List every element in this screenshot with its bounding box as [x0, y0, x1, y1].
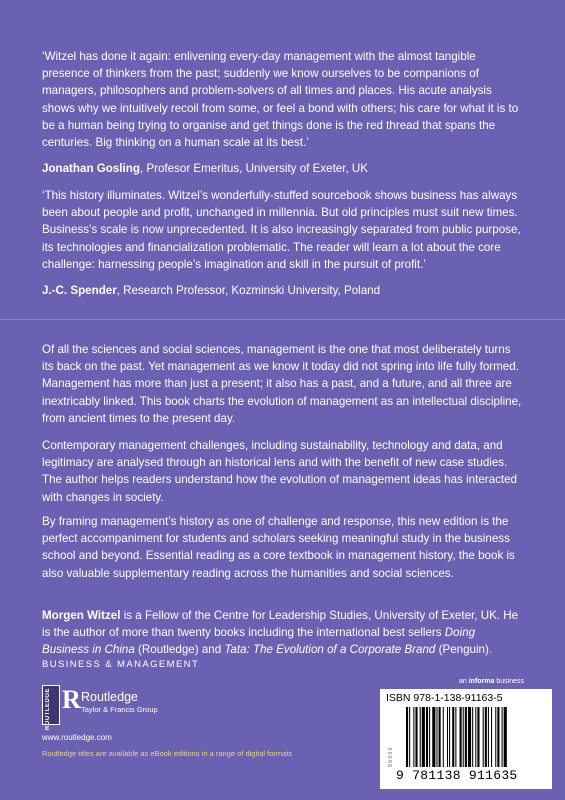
informa-tagline: an informa business — [459, 678, 524, 685]
barcode-bar — [420, 707, 421, 767]
endorser-affiliation-2: , Research Professor, Kozminski University, Poland — [116, 284, 381, 297]
endorsement-quote-1: ‘Witzel has done it again: enlivening every-day management with the almost tangible presence of thinkers from the past; suddenly we know ourselves to be companions of managers, philosophers and problem-solvers of all times and places. His acute analysis shows why we intuitively recoil from some, or feel a bond with others; his care for what it is to be a human being trying to organise and get things done is the red thread that spans the centuries. Big thinking on a human scale at its best.’ — [42, 50, 519, 150]
isbn-label: ISBN 978-1-138-91163-5 — [386, 692, 503, 704]
barcode-icon — [404, 707, 546, 769]
barcode-bar — [504, 707, 507, 767]
barcode-bar — [455, 707, 456, 767]
barcode-digits: 9 781138 911635 — [396, 768, 518, 783]
barcode-bar — [472, 707, 473, 767]
barcode-bar — [497, 707, 499, 767]
barcode-bar — [432, 707, 435, 767]
barcode-bar — [426, 707, 428, 767]
endorsement-attribution-1 — [42, 161, 522, 177]
barcode-bar — [491, 707, 492, 767]
barcode-bar — [449, 707, 450, 767]
book-title-1: Doing Business in China — [42, 626, 476, 657]
barcode-bar — [429, 707, 430, 767]
endorser-affiliation-1: , Profesor Emeritus, University of Exeter, UK — [139, 162, 369, 175]
barcode-bar — [409, 707, 410, 767]
publisher-name: Routledge — [81, 690, 138, 704]
blurb-paragraph-1: Of all the sciences and social sciences, management is the one that most deliberately turns its back on the past. Yet management as we know it today did not spring into life fully formed. Management has more than just a present; it also has a past, and a future, and all three are inextricably linked. This book charts the evolution of management as an intellectual discipline, from ancient times to the present day. — [42, 343, 522, 425]
book-title-2: Tata: The Evolution of a Corporate Brand — [224, 643, 436, 657]
ebook-note: Routledge titles are available as eBook editions in a range of digital formats — [42, 749, 293, 758]
barcode-bar — [460, 707, 462, 767]
publisher-website[interactable]: www.routledge.com — [42, 733, 112, 742]
barcode-bar — [439, 707, 441, 767]
barcode-bar — [485, 707, 487, 767]
logo-letter: R — [62, 685, 81, 714]
endorser-name-2: J.-C. Spender — [42, 284, 117, 297]
barcode-bar — [413, 707, 414, 767]
barcode-bar — [422, 707, 425, 767]
barcode-bar — [468, 707, 471, 767]
barcode-bar — [452, 707, 454, 767]
endorsement-quote-2: ‘This history illuminates. Witzel’s wonderfully-stuffed sourcebook shows business has always been about people and profit, unchanged in millennia. But old principles must suit new times. Business’s scale is now unprecedented. It is also increasingly separated from public purpose, its technologies and financialization problematic. The reader will learn a lot about the core challenge: harnessing people’s imagination and skill in the pursuit of profit.’ — [42, 189, 521, 271]
publisher-group: Taylor & Francis Group — [81, 705, 158, 714]
barcode-side-code: 9 0 0 0 0 — [388, 747, 394, 767]
endorsements-section — [0, 0, 565, 319]
blurb-paragraph-2: Contemporary management challenges, including sustainability, technology and data, and legitimacy are analysed through an historical lens and with the benefit of new case studies. The author helps readers understand how the evolution of management ideas has interacted with changes in society. — [42, 439, 518, 504]
barcode-bar — [495, 707, 496, 767]
barcode-panel — [380, 689, 552, 789]
barcode-bar — [502, 707, 503, 767]
barcode-bar — [463, 707, 464, 767]
blurb-paragraph-3: By framing management’s history as one of challenge and response, this new edition is the perfect accompaniment for students and scholars seeking meaningful study in the business school and beyond. Essential reading as a core textbook in management history, the book is also valuable supplementary reading across the humanities and social sciences. — [42, 515, 515, 580]
barcode-bar — [406, 707, 408, 767]
endorsement-attribution-2 — [42, 283, 522, 299]
barcode-bar — [488, 707, 489, 767]
author-name: Morgen Witzel — [42, 609, 121, 622]
barcode-bar — [436, 707, 437, 767]
author-bio: Morgen Witzel is a Fellow of the Centre for Leadership Studies, University of Exeter, UK. He is the author of more than twenty books including the international best sellers Doing Business in China (Routledge) and Tata: The Evolution of a Corporate Brand (Penguin). — [42, 609, 519, 657]
barcode-bar — [415, 707, 417, 767]
routledge-mark-icon: ROUTLEDGE — [42, 685, 60, 725]
barcode-bar — [483, 707, 484, 767]
barcode-bar — [475, 707, 476, 767]
barcode-bar — [447, 707, 448, 767]
endorser-name-1: Jonathan Gosling — [42, 162, 140, 175]
subject-category: BUSINESS & MANAGEMENT — [42, 659, 200, 670]
barcode-bar — [465, 707, 467, 767]
barcode-bar — [477, 707, 479, 767]
publisher-logo — [42, 685, 192, 731]
barcode-bar — [443, 707, 444, 767]
